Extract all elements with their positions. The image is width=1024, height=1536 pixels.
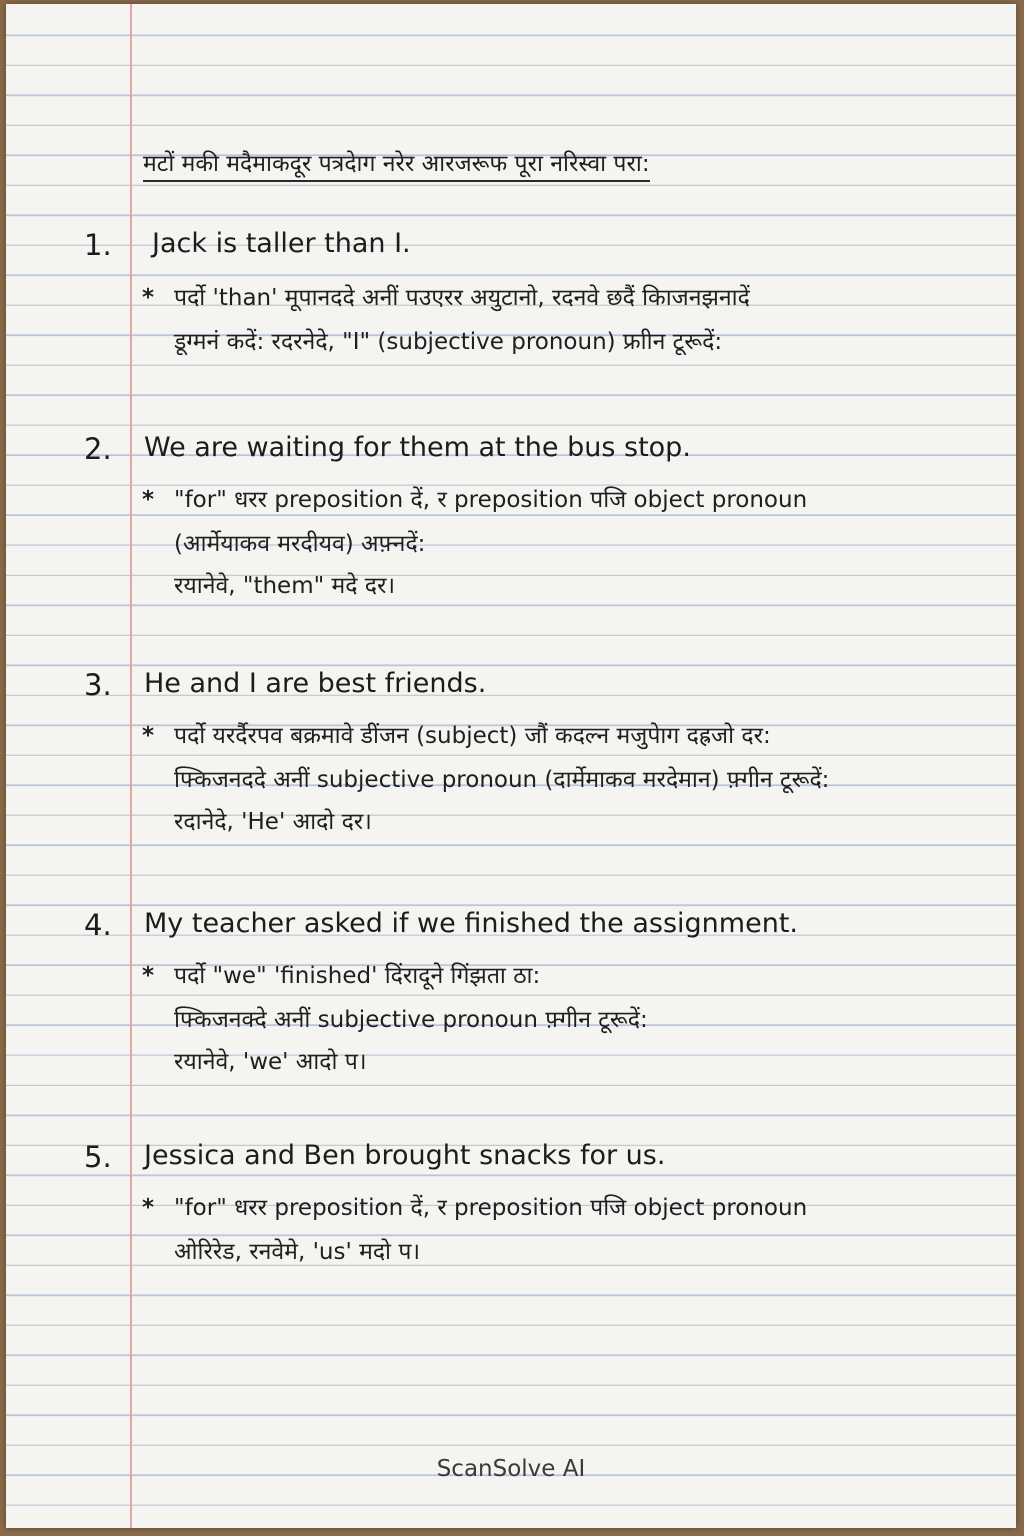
item-sentence: Jessica and Ben brought snacks for us. <box>144 1140 666 1171</box>
note-text: पर्दो "we" 'finished' दिंरादूने गिंझता ठा: <box>174 963 541 989</box>
asterisk-icon: * <box>142 963 155 989</box>
item-note-line: रदानेदे, 'He' आदो दर। <box>174 809 372 835</box>
item-note-line <box>142 718 771 750</box>
asterisk-icon: * <box>142 723 155 749</box>
item-sentence: He and I are best friends. <box>144 668 487 699</box>
item-note-line: रयानेवे, "them" मदे दर। <box>174 573 396 599</box>
note-text: "for" धरर preposition दें, र preposition पजि object pronoun <box>174 487 808 513</box>
item-sentence: Jack is taller than I. <box>152 228 411 259</box>
footer-watermark: ScanSolve AI <box>436 1456 586 1482</box>
item-note-line <box>142 958 540 990</box>
item-note-line <box>142 482 807 514</box>
item-sentence: My teacher asked if we finished the assignment. <box>144 908 798 939</box>
asterisk-icon: * <box>142 285 155 311</box>
note-text: पर्दो 'than' मूपानददे अनीं पउएरर अयुटानो, रदनवे छदैं किाजनझनादें <box>174 285 750 311</box>
item-number: 1. <box>84 228 112 262</box>
item-sentence: We are waiting for them at the bus stop. <box>144 432 691 463</box>
item-note-line <box>142 280 750 312</box>
item-note-line: डूग्मनं कदें: रदरनेदे, "I" (subjective pronoun) फ्राीन टूरूदें: <box>174 329 723 355</box>
item-note-line: फ्किजनददे अनीं subjective pronoun (दार्मेमाकव मरदेमान) फ़्गीन टूरूदें: <box>174 767 830 793</box>
note-text: पर्दो यरर्दैरपव बक्रमावे डींजन (subject) जौं कदल्न मजुपेाग दह्रजो दर: <box>174 723 771 749</box>
page-heading: मटों मकी मदैमाकदूर पत्रदेाग नरेर आरजरूफ पूरा नरिस्वा परा: <box>143 146 650 182</box>
item-number: 3. <box>84 668 112 702</box>
asterisk-icon: * <box>142 1195 155 1221</box>
margin-line <box>130 4 132 1528</box>
notebook-page <box>6 4 1016 1528</box>
item-note-line: रयानेवे, 'we' आदो प। <box>174 1049 367 1075</box>
item-number: 2. <box>84 432 112 466</box>
item-note-line <box>142 1190 807 1222</box>
note-text: "for" धरर preposition दें, र preposition पजि object pronoun <box>174 1195 808 1221</box>
item-number: 5. <box>84 1140 112 1174</box>
item-number: 4. <box>84 908 112 942</box>
item-note-line: (आर्मेयाकव मरदीयव) अफ़्नदें: <box>174 531 426 557</box>
asterisk-icon: * <box>142 487 155 513</box>
item-note-line: ओरिरेड, रनवेमे, 'us' मदो प। <box>174 1239 421 1265</box>
item-note-line: फ्किजनक्दे अनीं subjective pronoun फ़्गीन टूरूदें: <box>174 1007 648 1033</box>
